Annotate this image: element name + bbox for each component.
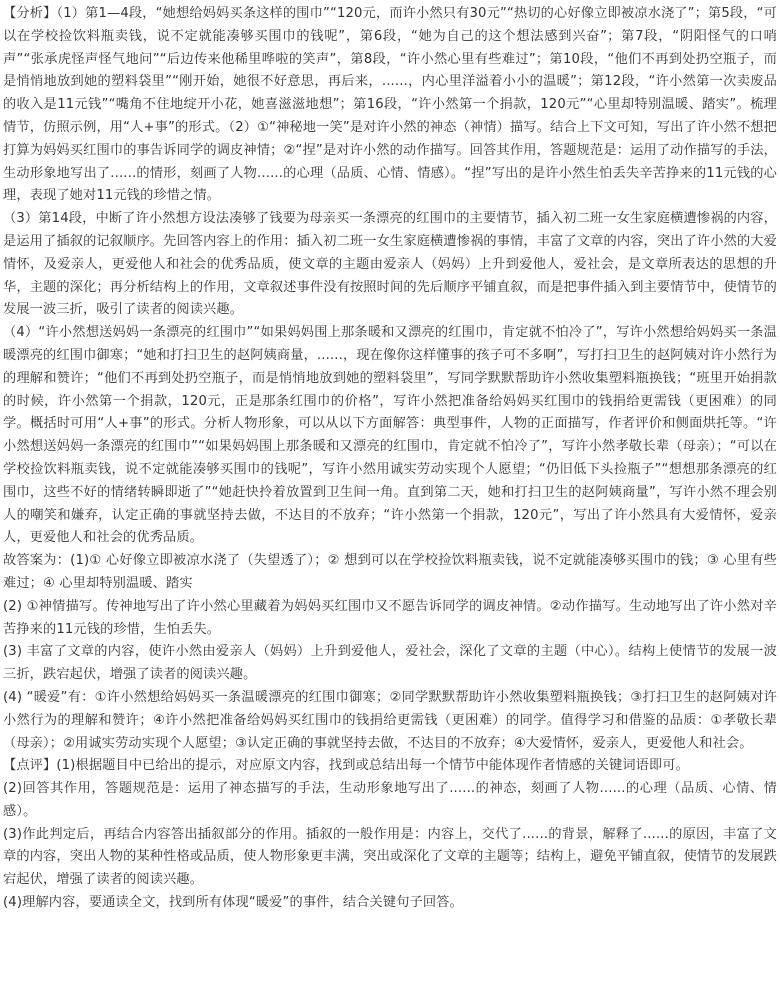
answer-intro: 故答案为：(1)① 心好像立即被凉水浇了（失望透了）；② 想到可以在学校捡饮料瓶卖钱，说不定就能凑够买围巾的钱；③ 心里有些难过；④ 心里却特别温暖、踏实 xyxy=(3,553,777,591)
answer-item-4: (4) “暖爱”有：①许小然想给妈妈买一条温暖漂亮的红围巾御寒；②同学默默帮助许小然收集塑料瓶换钱；③打扫卫生的赵阿姨对许小然行为的理解和赞许；④许小然把准备给妈妈买红围巾的钱捐给更需钱（更困难）的同学。值得学习和借鉴的品质：①孝敬长辈（母亲）；②用诚实劳动实现个人愿望；③认定正确的事就坚持去做，不达目的不放弃；④大爱情怀，爱亲人，更爱他人和社会。 xyxy=(3,689,777,751)
comment-item-1: 【点评】(1)根据题目中已给出的提示，对应原文内容，找到或总结出每一个情节中能体现作者情感的关键词语即可。 xyxy=(3,758,690,774)
answer-document xyxy=(0,3,780,915)
comment-item-4: (4)理解内容，要通读全文，找到所有体现“暖爱”的事件，结合关键句子回答。 xyxy=(3,895,463,911)
answer-item-2: (2) ①神情描写。传神地写出了许小然心里藏着为妈妈买红围巾又不愿告诉同学的调皮神情。②动作描写。生动地写出了许小然对辛苦挣来的11元钱的珍惜，生怕丢失。 xyxy=(3,598,777,637)
insertion-analysis-paragraph: （3）第14段，中断了许小然想方设法凑够了钱要为母亲买一条漂亮的红围巾的主要情节，插入初二班一女生家庭横遭惨祸的内容，是运用了插叙的记叙顺序。先回答内容上的作用：插入初二班一女生家庭横遭惨祸的事情，丰富了文章的内容，突出了许小然的大爱情怀，及爱亲人，更爱他人和社会的优秀品质，使文章的主题由爱亲人（妈妈）上升到爱他人，爱社会，是文章所表达的思想的升华，主题的深化；再分析结构上的作用，文章叙述事件没有按照时间的先后顺序平铺直叙，而是把事件插入到主要情节中，使情节的发展一波三折，吸引了读者的阅读兴趣。 xyxy=(3,211,777,318)
answer-item-3: (3) 丰富了文章的内容，使许小然由爱亲人（妈妈）上升到爱他人，爱社会，深化了文章的主题（中心）。结构上使情节的发展一波三折，跌宕起伏，增强了读者的阅读兴趣。 xyxy=(3,644,777,683)
analysis-paragraph: 【分析】（1）第1—4段，“她想给妈妈买条这样的围巾”“120元，而许小然只有30元”“热切的心好像立即被凉水浇了”；第5段，“可以在学校捡饮料瓶卖钱，说不定就能凑够买围巾的钱呢”，第6段，“她为自己的这个想法感到兴奋”；第7段，“阴阳怪气的口哨声”“张承虎怪声怪气地问”“后边传来他稀里哗啦的笑声”，第8段，“许小然心里有些难过”；第10段，“他们不再到处扔空瓶子，而是悄悄地放到她的塑料袋里”“刚开始，她很不好意思，再后来，......，内心里洋溢着小小的温暖”；第12段，“许小然第一次卖废品的收入是11元钱”“嘴角不住地绽开小花，她喜滋滋地想”；第16段，“许小然第一个捐款，120元”“心里却特别温暖、踏实”。梳理情节，仿照示例，用“人+事”的形式。（2）①“神秘地一笑”是对许小然的神态（神情）描写。结合上下文可知，写出了许小然不想把打算为妈妈买红围巾的事告诉同学的调皮神情；②“捏”是对许小然的动作描写。回答其作用，答题规范是：运用了动作描写的手法，生动形象地写出了......的情形，刻画了人物......的心理（品质、心情、情感）。“捏”写出的是许小然生怕丢失辛苦挣来的11元钱的心理，表现了她对11元钱的珍惜之情。 xyxy=(3,6,777,204)
warmth-analysis-paragraph: （4）“许小然想送妈妈一条漂亮的红围巾”“如果妈妈围上那条暖和又漂亮的红围巾，肯定就不怕冷了”，写许小然想给妈妈买一条温暖漂亮的红围巾御寒；“她和打扫卫生的赵阿姨商量，......，现在像你这样懂事的孩子可不多啊”，写打扫卫生的赵阿姨对许小然行为的理解和赞许；“他们不再到处扔空瓶子，而是悄悄地放到她的塑料袋里”，写同学默默帮助许小然收集塑料瓶换钱；“班里开始捐款的时候，许小然第一个捐款，120元，正是那条红围巾的价格”，写许小然把准备给妈妈买红围巾的钱捐给更需钱（更困难）的同学。概括时可用“人+事”的形式。分析人物形象，可以从以下方面解答：典型事件，人物的正面描写，作者评价和侧面烘托等。“许小然想送妈妈一条漂亮的红围巾”“如果妈妈围上那条暖和又漂亮的红围巾，肯定就不怕冷了”，写许小然孝敬长辈（母亲）；“可以在学校捡饮料瓶卖钱，说不定就能凑够买围巾的钱呢”，写许小然用诚实劳动实现个人愿望；“仍旧低下头捡瓶子”“想想那条漂亮的红围巾，这些不好的情绪转瞬即逝了”“她赶快拎着放置到卫生间一角。直到第二天，她和打扫卫生的赵阿姨商量”，写许小然不理会别人的嘲笑和嫌弃，认定正确的事就坚持去做，不达目的不放弃；“许小然第一个捐款，120元”，写出了许小然具有大爱情怀，爱亲人，更爱他人和社会的优秀品质。 xyxy=(3,325,777,546)
comment-item-2: (2)回答其作用，答题规范是：运用了神态描写的手法，生动形象地写出了......的神态，刻画了人物......的心理（品质、心情、情感）。 xyxy=(3,781,777,819)
comment-item-3: (3)作此判定后，再结合内容答出插叙部分的作用。插叙的一般作用是：内容上，交代了......的背景，解释了......的原因，丰富了文章的内容，突出人物的某种性格或品质，使人物形象更丰满，突出或深化了文章的主题等；结构上，避免平铺直叙，使情节的发展跌宕起伏，增强了读者的阅读兴趣。 xyxy=(3,826,777,888)
